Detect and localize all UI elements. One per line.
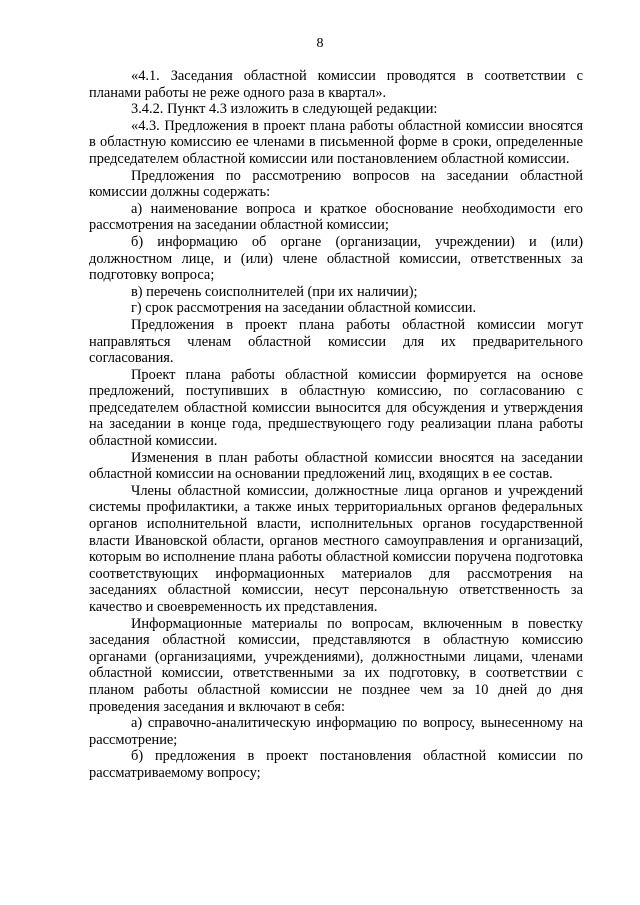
paragraph: Члены областной комиссии, должностные лица органов и учреждений системы профилактики, а также иных территориальных органов федеральных органов исполнительной власти, исполнительных органов государственной власти Ивановской области, органов местного самоуправления и организаций, которым во исполнение плана работы областной комиссии поручена подготовка соответствующих информационных материалов для рассмотрения на заседаниях областной комиссии, несут персональную ответственность за качество и своевременность их представления. <box>89 482 583 615</box>
paragraph: а) справочно-аналитическую информацию по вопросу, вынесенному на рассмотрение; <box>89 715 583 748</box>
paragraph: 3.4.2. Пункт 4.3 изложить в следующей редакции: <box>131 101 438 118</box>
paragraph: Информационные материалы по вопросам, включенным в повестку заседания областной комиссии, представляются в областную комиссию органами (организациями, учреждениями), должностными лицами, членами областной комиссии, ответственными за их подготовку, в соответствии с планом работы областной комиссии не позднее чем за 10 дней до дня проведения заседания и включают в себя: <box>89 615 583 715</box>
paragraph: «4.1. Заседания областной комиссии проводятся в соответствии с планами работы не реже одного раза в квартал». <box>89 68 583 101</box>
paragraph: «4.3. Предложения в проект плана работы областной комиссии вносятся в областную комиссию ее членами в письменной форме в сроки, определенные председателем областной комиссии или постановлением областной комиссии. <box>89 117 583 167</box>
paragraph: а) наименование вопроса и краткое обоснование необходимости его рассмотрения на заседании областной комиссии; <box>89 200 583 234</box>
paragraph: в) перечень соисполнителей (при их наличии); <box>131 283 418 300</box>
paragraph: Изменения в план работы областной комиссии вносятся на заседании областной комиссии на основании предложений лиц, входящих в ее состав. <box>89 449 583 483</box>
page-number: 8 <box>316 36 324 51</box>
paragraph: г) срок рассмотрения на заседании областной комиссии. <box>131 300 477 317</box>
paragraph: Проект плана работы областной комиссии формируется на основе предложений, поступивших в областную комиссию, по согласованию с председателем областной комиссии выносится для обсуждения и утверждения на заседании в конце года, предшествующего году реализации плана работы областной комиссии. <box>89 366 583 450</box>
paragraph: Предложения по рассмотрению вопросов на заседании областной комиссии должны содержать: <box>89 167 583 201</box>
paragraph: б) предложения в проект постановления областной комиссии по рассматриваемому вопросу; <box>89 748 583 781</box>
paragraph: б) информацию об органе (организации, учреждении) и (или) должностном лице, и (или) члене областной комиссии, ответственных за подготовку вопроса; <box>89 233 583 284</box>
paragraph: Предложения в проект плана работы областной комиссии могут направляться членам областной комиссии для их предварительного согласования. <box>89 316 583 367</box>
document-body <box>89 68 583 782</box>
